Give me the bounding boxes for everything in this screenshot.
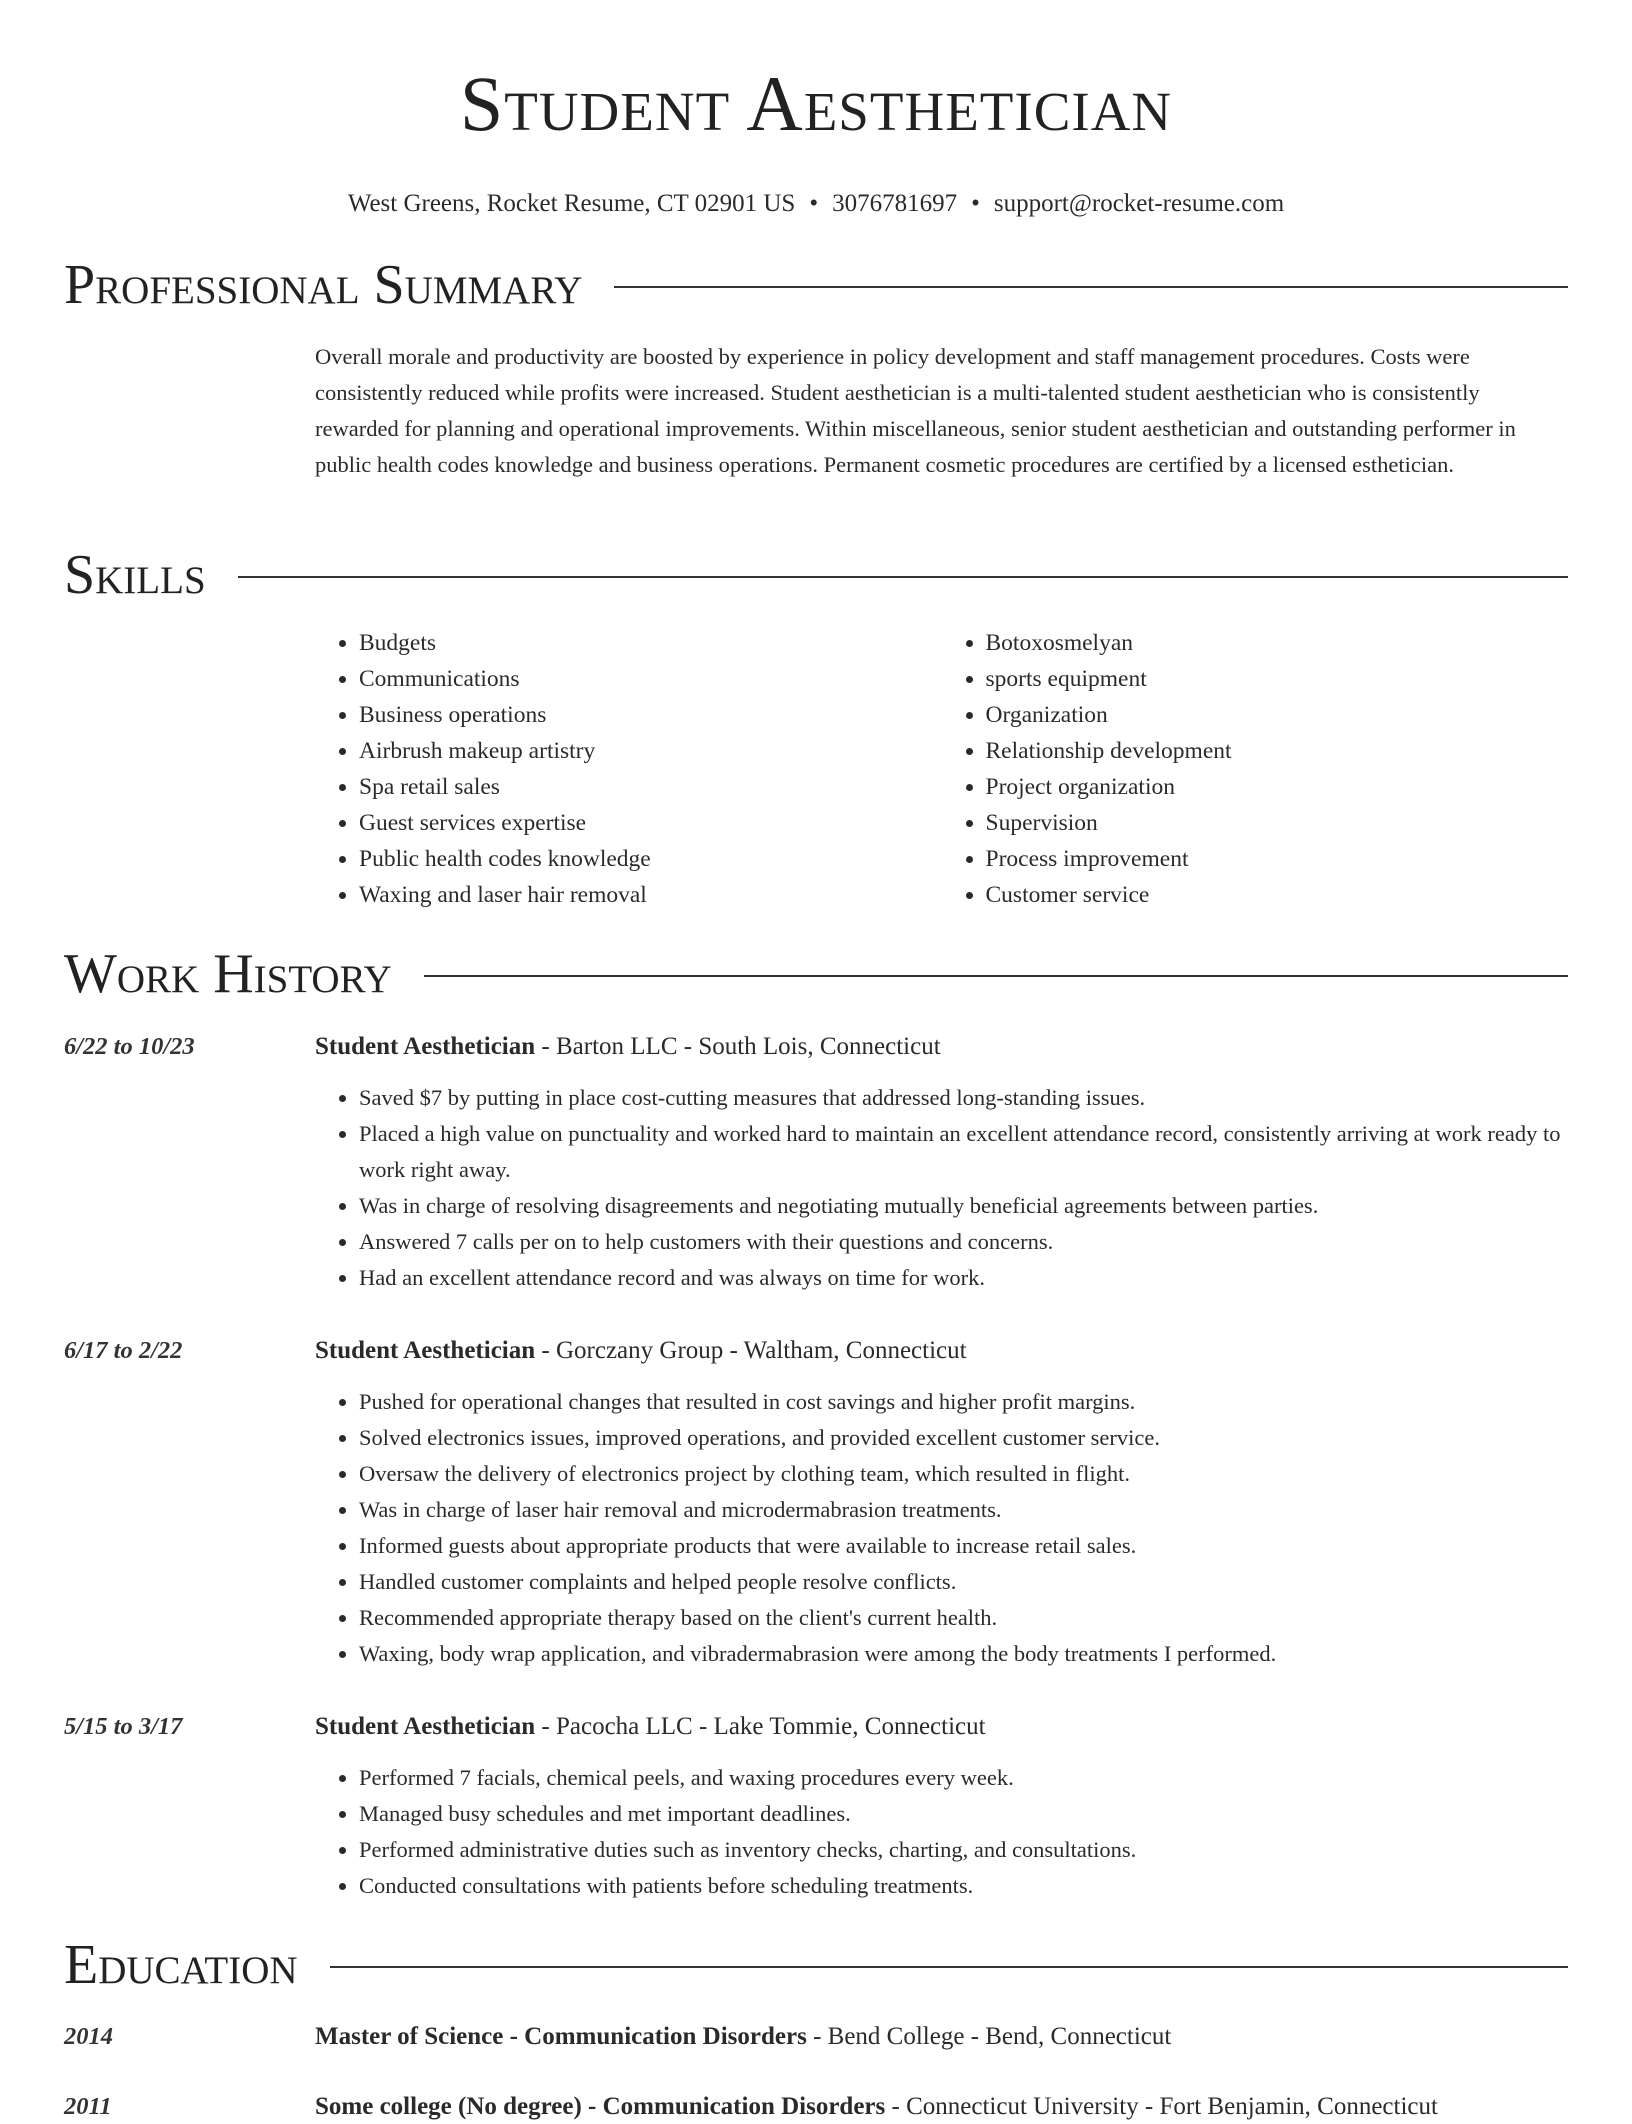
job-title	[315, 1710, 986, 1744]
job-employer: - Barton LLC - South Lois, Connecticut	[535, 1033, 941, 1060]
job-bullet: • Pushed for operational changes that resulted in cost savings and higher profit margins.	[359, 1384, 1568, 1420]
summary-heading	[64, 255, 1568, 315]
resume-page	[64, 0, 1568, 2120]
education-degree: Master of Science - Communication Disorders	[315, 2023, 807, 2050]
job-role: Student Aesthetician	[315, 1713, 536, 1740]
job-bullets	[315, 1760, 1568, 1904]
skill-item: • Project organization	[986, 769, 1569, 805]
skills-section	[64, 545, 1568, 913]
job-bullet: • Performed 7 facials, chemical peels, and waxing procedures every week.	[359, 1760, 1568, 1796]
skill-item: • Waxing and laser hair removal	[359, 877, 942, 913]
job-bullet: • Performed administrative duties such as inventory checks, charting, and consultations.	[359, 1832, 1568, 1868]
summary-title: Professional Summary	[64, 254, 583, 316]
education-title: Education	[64, 1934, 298, 1996]
job-bullet: • Waxing, body wrap application, and vibradermabrasion were among the body treatments I performed.	[359, 1636, 1568, 1672]
job-bullet: • Managed busy schedules and met important deadlines.	[359, 1796, 1568, 1832]
section-divider	[238, 576, 1568, 578]
job-bullet: • Answered 7 calls per on to help customers with their questions and concerns.	[359, 1224, 1568, 1260]
skill-item: • Guest services expertise	[359, 805, 942, 841]
job-bullet: • Was in charge of laser hair removal and microdermabrasion treatments.	[359, 1492, 1568, 1528]
job-bullet: • Handled customer complaints and helped people resolve conflicts.	[359, 1564, 1568, 1600]
job-bullet: • Placed a high value on punctuality and worked hard to maintain an excellent attendance record, consistently arriving at work ready to work right away.	[359, 1116, 1568, 1188]
job-role: Student Aesthetician	[315, 1033, 536, 1060]
education-school: - Bend College - Bend, Connecticut	[806, 2023, 1172, 2050]
job-bullet: • Oversaw the delivery of electronics project by clothing team, which resulted in flight.	[359, 1456, 1568, 1492]
candidate-name: Student Aesthetician	[459, 60, 1173, 147]
job-title	[315, 1334, 967, 1368]
skill-item: • Airbrush makeup artistry	[359, 733, 942, 769]
skill-item: • sports equipment	[986, 661, 1569, 697]
job-bullet: • Conducted consultations with patients before scheduling treatments.	[359, 1868, 1568, 1904]
contact-separator: •	[971, 190, 980, 217]
job-title	[315, 1030, 941, 1064]
skill-item: • Process improvement	[986, 841, 1569, 877]
skills-title: Skills	[64, 544, 206, 606]
education-title-line	[315, 2020, 1171, 2054]
skill-item: • Organization	[986, 697, 1569, 733]
job-bullets	[315, 1384, 1568, 1672]
contact-line	[64, 188, 1568, 220]
skill-item: • Budgets	[359, 625, 942, 661]
contact-separator: •	[809, 190, 819, 217]
job-bullet: • Saved $7 by putting in place cost-cutting measures that addressed long-standing issues.	[359, 1080, 1568, 1116]
job-role: Student Aesthetician	[315, 1337, 536, 1364]
job-bullet: • Had an excellent attendance record and was always on time for work.	[359, 1260, 1568, 1296]
work-history-heading	[64, 944, 1568, 1004]
job-bullet: • Informed guests about appropriate products that were available to increase retail sales.	[359, 1528, 1568, 1564]
education-year: 2011	[64, 2093, 112, 2120]
education-section	[64, 1935, 1568, 1995]
work-history-title: Work History	[64, 943, 392, 1005]
skill-item: • Supervision	[986, 805, 1569, 841]
job-dates: 6/17 to 2/22	[64, 1337, 183, 1364]
section-divider	[614, 286, 1568, 288]
contact-email: support@rocket-resume.com	[993, 190, 1285, 217]
contact-address: West Greens, Rocket Resume, CT 02901 US	[347, 190, 796, 217]
skill-item: • Customer service	[986, 877, 1569, 913]
skill-item: • Relationship development	[986, 733, 1569, 769]
education-heading	[64, 1935, 1568, 1995]
skills-columns	[315, 625, 1568, 913]
job-employer: - Pacocha LLC - Lake Tommie, Connecticut	[535, 1713, 986, 1740]
summary-section	[64, 255, 1568, 483]
job-bullets	[315, 1080, 1568, 1296]
education-school: - Connecticut University - Fort Benjamin, Connecticut	[885, 2093, 1438, 2120]
job-bullet: • Recommended appropriate therapy based on the client's current health.	[359, 1600, 1568, 1636]
section-divider	[424, 975, 1568, 977]
education-year: 2014	[64, 2023, 113, 2050]
skills-list-left	[315, 625, 942, 913]
section-divider	[330, 1966, 1568, 1968]
skill-item: • Communications	[359, 661, 942, 697]
skills-heading	[64, 545, 1568, 605]
skill-item: • Public health codes knowledge	[359, 841, 942, 877]
skills-list-right	[942, 625, 1569, 913]
education-degree: Some college (No degree) - Communication Disorders	[315, 2093, 886, 2120]
work-history-section	[64, 944, 1568, 1004]
job-dates: 6/22 to 10/23	[64, 1033, 195, 1060]
skill-item: • Botoxosmelyan	[986, 625, 1569, 661]
job-dates: 5/15 to 3/17	[64, 1713, 183, 1740]
contact-phone: 3076781697	[832, 190, 958, 217]
job-employer: - Gorczany Group - Waltham, Connecticut	[535, 1337, 967, 1364]
skill-item: • Business operations	[359, 697, 942, 733]
education-title-line	[315, 2090, 1438, 2124]
job-bullet: • Solved electronics issues, improved operations, and provided excellent customer service.	[359, 1420, 1568, 1456]
summary-text: Overall morale and productivity are boosted by experience in policy development and staff management procedures. Costs were consistently reduced while profits were increased. Student aesthetician is a multi-talented student aesthetician who is consistently rewarded for planning and operational improvements. Within miscellaneous, senior student aesthetician and outstanding performer in public health codes knowledge and business operations. Permanent cosmetic procedures are certified by a licensed esthetician.	[315, 344, 1516, 477]
skill-item: • Spa retail sales	[359, 769, 942, 805]
job-bullet: • Was in charge of resolving disagreements and negotiating mutually beneficial agreements between parties.	[359, 1188, 1568, 1224]
